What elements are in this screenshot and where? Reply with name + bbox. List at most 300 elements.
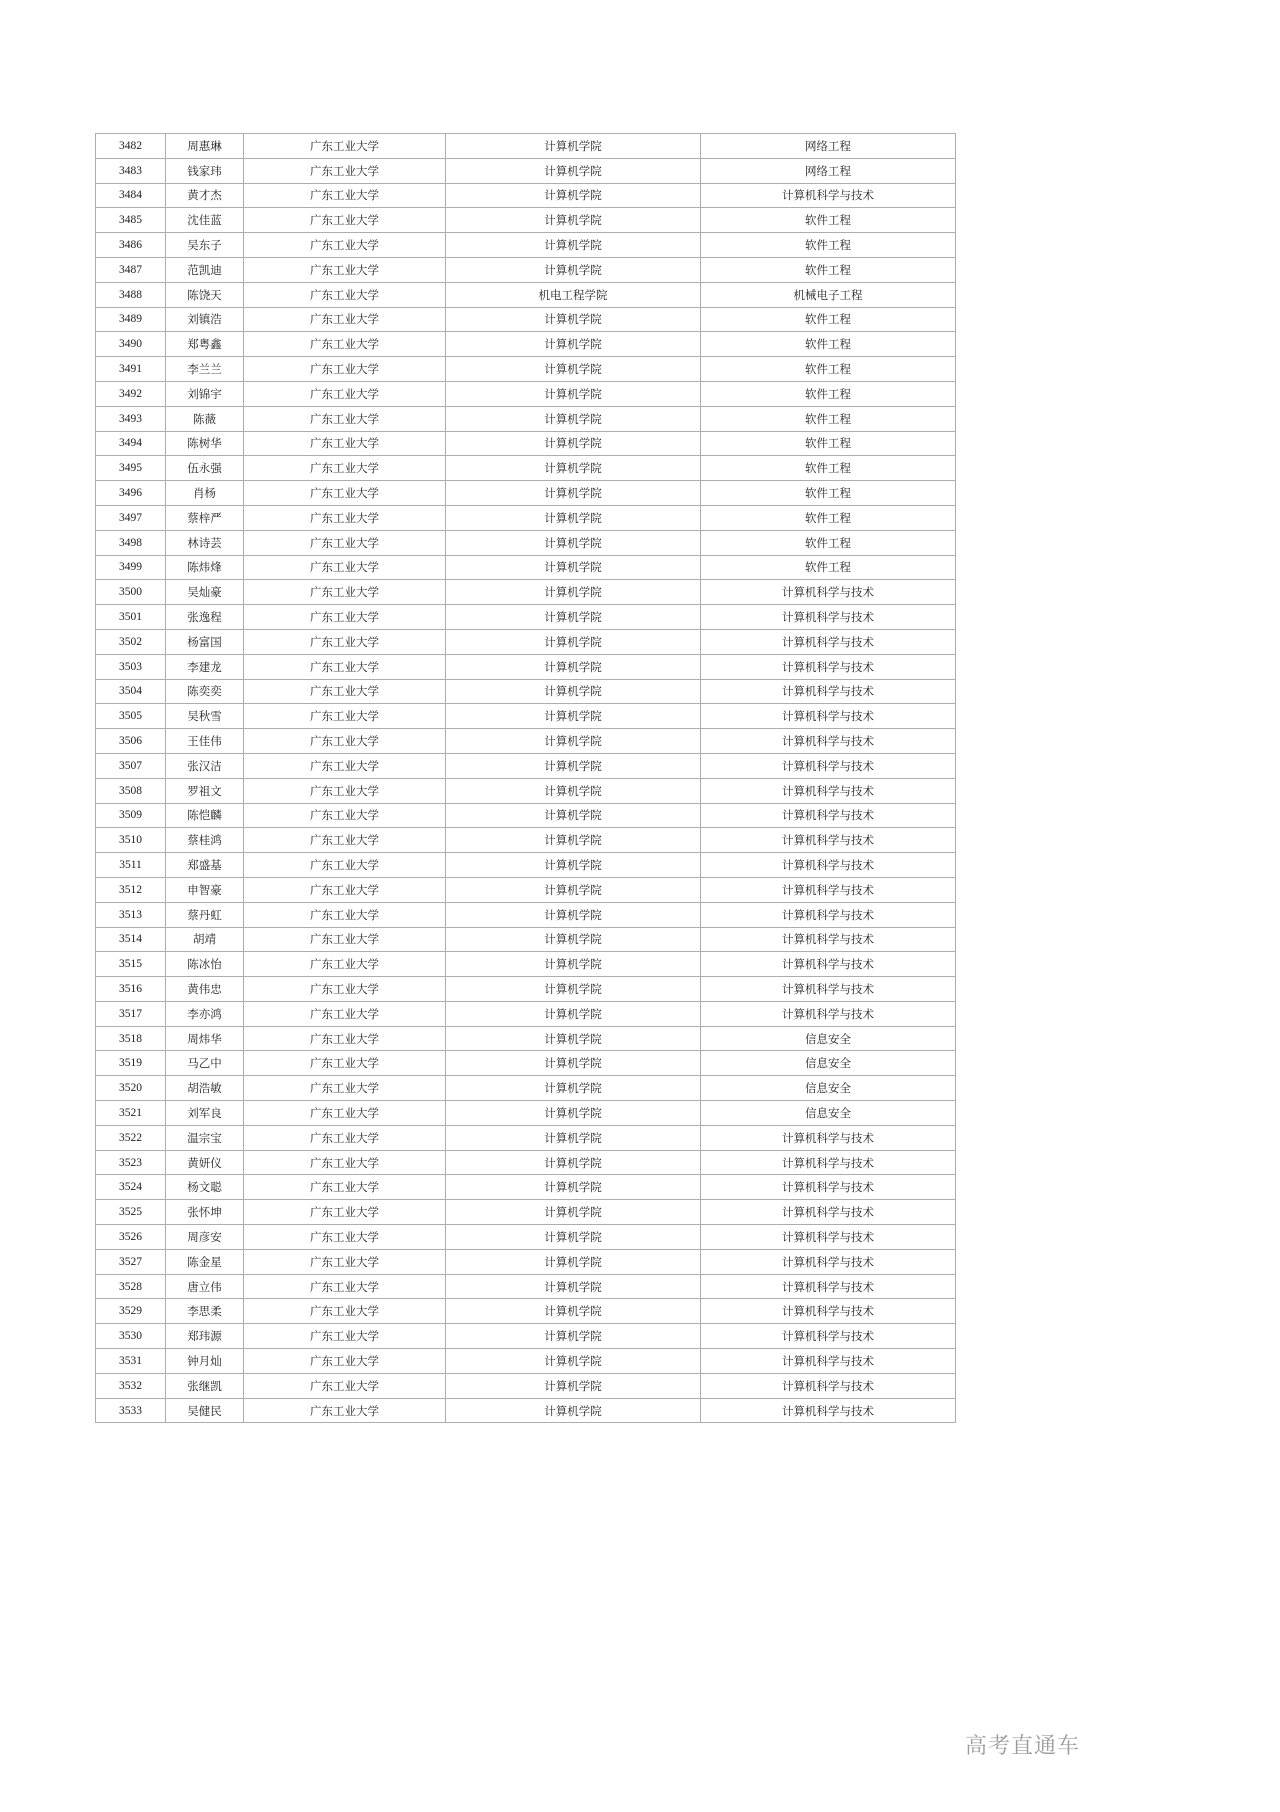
- id-cell: 3492: [96, 381, 166, 406]
- college-cell: 计算机学院: [446, 1249, 701, 1274]
- major-cell: 软件工程: [701, 431, 956, 456]
- table-row: [96, 357, 956, 382]
- id-cell: 3501: [96, 605, 166, 630]
- university-cell: 广东工业大学: [244, 927, 446, 952]
- major-cell: 计算机科学与技术: [701, 1349, 956, 1374]
- major-cell: 计算机科学与技术: [701, 1373, 956, 1398]
- major-cell: 网络工程: [701, 158, 956, 183]
- university-cell: 广东工业大学: [244, 654, 446, 679]
- university-cell: 广东工业大学: [244, 257, 446, 282]
- id-cell: 3530: [96, 1324, 166, 1349]
- college-cell: 计算机学院: [446, 1373, 701, 1398]
- major-cell: 计算机科学与技术: [701, 183, 956, 208]
- university-cell: 广东工业大学: [244, 158, 446, 183]
- name-cell: 陈饶天: [166, 282, 244, 307]
- college-cell: 计算机学院: [446, 1225, 701, 1250]
- id-cell: 3505: [96, 704, 166, 729]
- name-cell: 郑盛基: [166, 853, 244, 878]
- major-cell: 计算机科学与技术: [701, 704, 956, 729]
- university-cell: 广东工业大学: [244, 1101, 446, 1126]
- name-cell: 蔡丹虹: [166, 902, 244, 927]
- major-cell: 计算机科学与技术: [701, 1150, 956, 1175]
- college-cell: 计算机学院: [446, 853, 701, 878]
- name-cell: 张继凯: [166, 1373, 244, 1398]
- table-row: [96, 307, 956, 332]
- college-cell: 计算机学院: [446, 629, 701, 654]
- college-cell: 计算机学院: [446, 555, 701, 580]
- name-cell: 吴健民: [166, 1398, 244, 1423]
- table-row: [96, 481, 956, 506]
- college-cell: 计算机学院: [446, 1200, 701, 1225]
- name-cell: 李建龙: [166, 654, 244, 679]
- name-cell: 蔡梓严: [166, 505, 244, 530]
- id-cell: 3490: [96, 332, 166, 357]
- id-cell: 3498: [96, 530, 166, 555]
- university-cell: 广东工业大学: [244, 183, 446, 208]
- major-cell: 计算机科学与技术: [701, 629, 956, 654]
- major-cell: 软件工程: [701, 530, 956, 555]
- college-cell: 计算机学院: [446, 381, 701, 406]
- name-cell: 马乙中: [166, 1051, 244, 1076]
- id-cell: 3491: [96, 357, 166, 382]
- university-cell: 广东工业大学: [244, 828, 446, 853]
- name-cell: 沈佳蓝: [166, 208, 244, 233]
- table-row: [96, 183, 956, 208]
- major-cell: 计算机科学与技术: [701, 902, 956, 927]
- university-cell: 广东工业大学: [244, 134, 446, 159]
- table-row: [96, 580, 956, 605]
- id-cell: 3512: [96, 877, 166, 902]
- university-cell: 广东工业大学: [244, 605, 446, 630]
- university-cell: 广东工业大学: [244, 580, 446, 605]
- college-cell: 计算机学院: [446, 1398, 701, 1423]
- major-cell: 机械电子工程: [701, 282, 956, 307]
- table-row: [96, 257, 956, 282]
- name-cell: 陈金星: [166, 1249, 244, 1274]
- name-cell: 陈恺麟: [166, 803, 244, 828]
- college-cell: 计算机学院: [446, 158, 701, 183]
- university-cell: 广东工业大学: [244, 1349, 446, 1374]
- id-cell: 3519: [96, 1051, 166, 1076]
- id-cell: 3504: [96, 679, 166, 704]
- table-row: [96, 1051, 956, 1076]
- name-cell: 胡浩敏: [166, 1076, 244, 1101]
- major-cell: 网络工程: [701, 134, 956, 159]
- major-cell: 软件工程: [701, 233, 956, 258]
- name-cell: 钟月灿: [166, 1349, 244, 1374]
- major-cell: 软件工程: [701, 257, 956, 282]
- university-cell: 广东工业大学: [244, 1324, 446, 1349]
- name-cell: 范凯迪: [166, 257, 244, 282]
- college-cell: 计算机学院: [446, 902, 701, 927]
- table-row: [96, 877, 956, 902]
- id-cell: 3497: [96, 505, 166, 530]
- id-cell: 3511: [96, 853, 166, 878]
- table-row: [96, 977, 956, 1002]
- name-cell: 杨富国: [166, 629, 244, 654]
- college-cell: 计算机学院: [446, 1101, 701, 1126]
- college-cell: 计算机学院: [446, 1026, 701, 1051]
- table-row: [96, 952, 956, 977]
- name-cell: 陈树华: [166, 431, 244, 456]
- id-cell: 3522: [96, 1125, 166, 1150]
- major-cell: 信息安全: [701, 1026, 956, 1051]
- college-cell: 计算机学院: [446, 580, 701, 605]
- id-cell: 3531: [96, 1349, 166, 1374]
- name-cell: 唐立伟: [166, 1274, 244, 1299]
- id-cell: 3503: [96, 654, 166, 679]
- major-cell: 计算机科学与技术: [701, 679, 956, 704]
- college-cell: 计算机学院: [446, 1349, 701, 1374]
- table-row: [96, 332, 956, 357]
- name-cell: 周彦安: [166, 1225, 244, 1250]
- id-cell: 3513: [96, 902, 166, 927]
- university-cell: 广东工业大学: [244, 481, 446, 506]
- college-cell: 计算机学院: [446, 431, 701, 456]
- university-cell: 广东工业大学: [244, 1150, 446, 1175]
- university-cell: 广东工业大学: [244, 1051, 446, 1076]
- university-cell: 广东工业大学: [244, 753, 446, 778]
- table-row: [96, 456, 956, 481]
- name-cell: 张汉洁: [166, 753, 244, 778]
- college-cell: 计算机学院: [446, 952, 701, 977]
- college-cell: 计算机学院: [446, 233, 701, 258]
- name-cell: 郑粤鑫: [166, 332, 244, 357]
- id-cell: 3515: [96, 952, 166, 977]
- college-cell: 计算机学院: [446, 704, 701, 729]
- table-row: [96, 1200, 956, 1225]
- college-cell: 计算机学院: [446, 307, 701, 332]
- name-cell: 钱家玮: [166, 158, 244, 183]
- major-cell: 软件工程: [701, 406, 956, 431]
- college-cell: 计算机学院: [446, 1051, 701, 1076]
- name-cell: 王佳伟: [166, 729, 244, 754]
- table-row: [96, 605, 956, 630]
- name-cell: 伍永强: [166, 456, 244, 481]
- university-cell: 广东工业大学: [244, 704, 446, 729]
- college-cell: 计算机学院: [446, 605, 701, 630]
- university-cell: 广东工业大学: [244, 1026, 446, 1051]
- college-cell: 计算机学院: [446, 828, 701, 853]
- id-cell: 3533: [96, 1398, 166, 1423]
- table-row: [96, 753, 956, 778]
- major-cell: 计算机科学与技术: [701, 853, 956, 878]
- university-cell: 广东工业大学: [244, 530, 446, 555]
- major-cell: 软件工程: [701, 381, 956, 406]
- major-cell: 信息安全: [701, 1076, 956, 1101]
- id-cell: 3506: [96, 729, 166, 754]
- college-cell: 计算机学院: [446, 679, 701, 704]
- name-cell: 温宗宝: [166, 1125, 244, 1150]
- major-cell: 计算机科学与技术: [701, 828, 956, 853]
- college-cell: 计算机学院: [446, 1324, 701, 1349]
- college-cell: 计算机学院: [446, 332, 701, 357]
- major-cell: 计算机科学与技术: [701, 1324, 956, 1349]
- university-cell: 广东工业大学: [244, 1076, 446, 1101]
- university-cell: 广东工业大学: [244, 803, 446, 828]
- name-cell: 李兰兰: [166, 357, 244, 382]
- id-cell: 3495: [96, 456, 166, 481]
- id-cell: 3521: [96, 1101, 166, 1126]
- id-cell: 3493: [96, 406, 166, 431]
- name-cell: 李亦鸿: [166, 1001, 244, 1026]
- college-cell: 计算机学院: [446, 530, 701, 555]
- table-row: [96, 853, 956, 878]
- name-cell: 刘军良: [166, 1101, 244, 1126]
- university-cell: 广东工业大学: [244, 877, 446, 902]
- major-cell: 软件工程: [701, 456, 956, 481]
- major-cell: 计算机科学与技术: [701, 1200, 956, 1225]
- university-cell: 广东工业大学: [244, 1249, 446, 1274]
- major-cell: 信息安全: [701, 1101, 956, 1126]
- major-cell: 计算机科学与技术: [701, 1249, 956, 1274]
- university-cell: 广东工业大学: [244, 555, 446, 580]
- id-cell: 3507: [96, 753, 166, 778]
- major-cell: 计算机科学与技术: [701, 753, 956, 778]
- id-cell: 3514: [96, 927, 166, 952]
- college-cell: 计算机学院: [446, 803, 701, 828]
- table-row: [96, 381, 956, 406]
- name-cell: 黄妍仪: [166, 1150, 244, 1175]
- id-cell: 3496: [96, 481, 166, 506]
- name-cell: 陈奕奕: [166, 679, 244, 704]
- university-cell: 广东工业大学: [244, 1373, 446, 1398]
- table-row: [96, 1076, 956, 1101]
- table-row: [96, 530, 956, 555]
- college-cell: 计算机学院: [446, 406, 701, 431]
- name-cell: 陈炜烽: [166, 555, 244, 580]
- name-cell: 张逸程: [166, 605, 244, 630]
- major-cell: 计算机科学与技术: [701, 1175, 956, 1200]
- table-row: [96, 208, 956, 233]
- id-cell: 3484: [96, 183, 166, 208]
- university-cell: 广东工业大学: [244, 357, 446, 382]
- id-cell: 3525: [96, 1200, 166, 1225]
- college-cell: 计算机学院: [446, 1001, 701, 1026]
- name-cell: 林诗芸: [166, 530, 244, 555]
- watermark-text: 高考直通车: [964, 1733, 1080, 1758]
- major-cell: 计算机科学与技术: [701, 1225, 956, 1250]
- id-cell: 3517: [96, 1001, 166, 1026]
- table-row: [96, 1349, 956, 1374]
- name-cell: 周惠琳: [166, 134, 244, 159]
- id-cell: 3520: [96, 1076, 166, 1101]
- university-cell: 广东工业大学: [244, 431, 446, 456]
- name-cell: 申智豪: [166, 877, 244, 902]
- name-cell: 吴灿豪: [166, 580, 244, 605]
- major-cell: 软件工程: [701, 208, 956, 233]
- major-cell: 软件工程: [701, 357, 956, 382]
- id-cell: 3510: [96, 828, 166, 853]
- name-cell: 郑玮源: [166, 1324, 244, 1349]
- table-row: [96, 1026, 956, 1051]
- university-cell: 广东工业大学: [244, 456, 446, 481]
- university-cell: 广东工业大学: [244, 406, 446, 431]
- college-cell: 计算机学院: [446, 134, 701, 159]
- college-cell: 计算机学院: [446, 1175, 701, 1200]
- major-cell: 计算机科学与技术: [701, 654, 956, 679]
- id-cell: 3528: [96, 1274, 166, 1299]
- major-cell: 计算机科学与技术: [701, 1299, 956, 1324]
- major-cell: 计算机科学与技术: [701, 877, 956, 902]
- table-row: [96, 1398, 956, 1423]
- college-cell: 计算机学院: [446, 654, 701, 679]
- name-cell: 李思柔: [166, 1299, 244, 1324]
- table-row: [96, 1249, 956, 1274]
- university-cell: 广东工业大学: [244, 1225, 446, 1250]
- table-row: [96, 629, 956, 654]
- university-cell: 广东工业大学: [244, 505, 446, 530]
- id-cell: 3485: [96, 208, 166, 233]
- name-cell: 杨文聪: [166, 1175, 244, 1200]
- table-row: [96, 233, 956, 258]
- university-cell: 广东工业大学: [244, 307, 446, 332]
- table-row: [96, 828, 956, 853]
- name-cell: 刘锦宇: [166, 381, 244, 406]
- college-cell: 计算机学院: [446, 183, 701, 208]
- table-row: [96, 1175, 956, 1200]
- table-row: [96, 505, 956, 530]
- college-cell: 计算机学院: [446, 257, 701, 282]
- college-cell: 计算机学院: [446, 753, 701, 778]
- college-cell: 计算机学院: [446, 778, 701, 803]
- major-cell: 软件工程: [701, 505, 956, 530]
- university-cell: 广东工业大学: [244, 208, 446, 233]
- table-row: [96, 1101, 956, 1126]
- university-cell: 广东工业大学: [244, 1299, 446, 1324]
- college-cell: 计算机学院: [446, 927, 701, 952]
- id-cell: 3508: [96, 778, 166, 803]
- id-cell: 3482: [96, 134, 166, 159]
- table-row: [96, 431, 956, 456]
- table-row: [96, 1225, 956, 1250]
- table-row: [96, 1125, 956, 1150]
- table-row: [96, 1324, 956, 1349]
- university-cell: 广东工业大学: [244, 1398, 446, 1423]
- table-row: [96, 803, 956, 828]
- name-cell: 黄才杰: [166, 183, 244, 208]
- university-cell: 广东工业大学: [244, 977, 446, 1002]
- college-cell: 计算机学院: [446, 208, 701, 233]
- table-row: [96, 134, 956, 159]
- id-cell: 3499: [96, 555, 166, 580]
- major-cell: 软件工程: [701, 332, 956, 357]
- name-cell: 张怀坤: [166, 1200, 244, 1225]
- major-cell: 计算机科学与技术: [701, 778, 956, 803]
- university-cell: 广东工业大学: [244, 729, 446, 754]
- id-cell: 3494: [96, 431, 166, 456]
- name-cell: 陈薇: [166, 406, 244, 431]
- college-cell: 计算机学院: [446, 977, 701, 1002]
- id-cell: 3518: [96, 1026, 166, 1051]
- table-row: [96, 1274, 956, 1299]
- college-cell: 计算机学院: [446, 729, 701, 754]
- major-cell: 计算机科学与技术: [701, 729, 956, 754]
- id-cell: 3502: [96, 629, 166, 654]
- id-cell: 3523: [96, 1150, 166, 1175]
- name-cell: 罗祖文: [166, 778, 244, 803]
- university-cell: 广东工业大学: [244, 629, 446, 654]
- name-cell: 肖杨: [166, 481, 244, 506]
- major-cell: 计算机科学与技术: [701, 803, 956, 828]
- university-cell: 广东工业大学: [244, 778, 446, 803]
- table-row: [96, 1001, 956, 1026]
- university-cell: 广东工业大学: [244, 233, 446, 258]
- id-cell: 3527: [96, 1249, 166, 1274]
- name-cell: 吴东子: [166, 233, 244, 258]
- major-cell: 软件工程: [701, 481, 956, 506]
- major-cell: 计算机科学与技术: [701, 1274, 956, 1299]
- id-cell: 3516: [96, 977, 166, 1002]
- major-cell: 计算机科学与技术: [701, 1398, 956, 1423]
- name-cell: 陈冰怡: [166, 952, 244, 977]
- id-cell: 3483: [96, 158, 166, 183]
- table-row: [96, 1373, 956, 1398]
- id-cell: 3500: [96, 580, 166, 605]
- college-cell: 计算机学院: [446, 456, 701, 481]
- college-cell: 计算机学院: [446, 1076, 701, 1101]
- college-cell: 计算机学院: [446, 1274, 701, 1299]
- university-cell: 广东工业大学: [244, 853, 446, 878]
- name-cell: 刘镇浩: [166, 307, 244, 332]
- name-cell: 吴秋雪: [166, 704, 244, 729]
- id-cell: 3486: [96, 233, 166, 258]
- table-row: [96, 282, 956, 307]
- university-cell: 广东工业大学: [244, 952, 446, 977]
- university-cell: 广东工业大学: [244, 1175, 446, 1200]
- table-row: [96, 1150, 956, 1175]
- id-cell: 3489: [96, 307, 166, 332]
- name-cell: 蔡桂鸿: [166, 828, 244, 853]
- college-cell: 计算机学院: [446, 357, 701, 382]
- records-table: [95, 133, 956, 1423]
- college-cell: 计算机学院: [446, 1125, 701, 1150]
- major-cell: 计算机科学与技术: [701, 977, 956, 1002]
- university-cell: 广东工业大学: [244, 902, 446, 927]
- university-cell: 广东工业大学: [244, 1274, 446, 1299]
- university-cell: 广东工业大学: [244, 381, 446, 406]
- id-cell: 3524: [96, 1175, 166, 1200]
- table-row: [96, 555, 956, 580]
- table-row: [96, 902, 956, 927]
- table-row: [96, 406, 956, 431]
- university-cell: 广东工业大学: [244, 332, 446, 357]
- college-cell: 计算机学院: [446, 877, 701, 902]
- major-cell: 计算机科学与技术: [701, 580, 956, 605]
- university-cell: 广东工业大学: [244, 679, 446, 704]
- major-cell: 软件工程: [701, 307, 956, 332]
- major-cell: 计算机科学与技术: [701, 927, 956, 952]
- table-row: [96, 158, 956, 183]
- college-cell: 计算机学院: [446, 505, 701, 530]
- name-cell: 黄伟忠: [166, 977, 244, 1002]
- university-cell: 广东工业大学: [244, 1001, 446, 1026]
- table-row: [96, 778, 956, 803]
- major-cell: 计算机科学与技术: [701, 1001, 956, 1026]
- table-row: [96, 704, 956, 729]
- id-cell: 3509: [96, 803, 166, 828]
- major-cell: 信息安全: [701, 1051, 956, 1076]
- university-cell: 广东工业大学: [244, 1200, 446, 1225]
- major-cell: 计算机科学与技术: [701, 952, 956, 977]
- name-cell: 周炜华: [166, 1026, 244, 1051]
- major-cell: 计算机科学与技术: [701, 605, 956, 630]
- name-cell: 胡靖: [166, 927, 244, 952]
- table-row: [96, 729, 956, 754]
- major-cell: 计算机科学与技术: [701, 1125, 956, 1150]
- university-cell: 广东工业大学: [244, 282, 446, 307]
- university-cell: 广东工业大学: [244, 1125, 446, 1150]
